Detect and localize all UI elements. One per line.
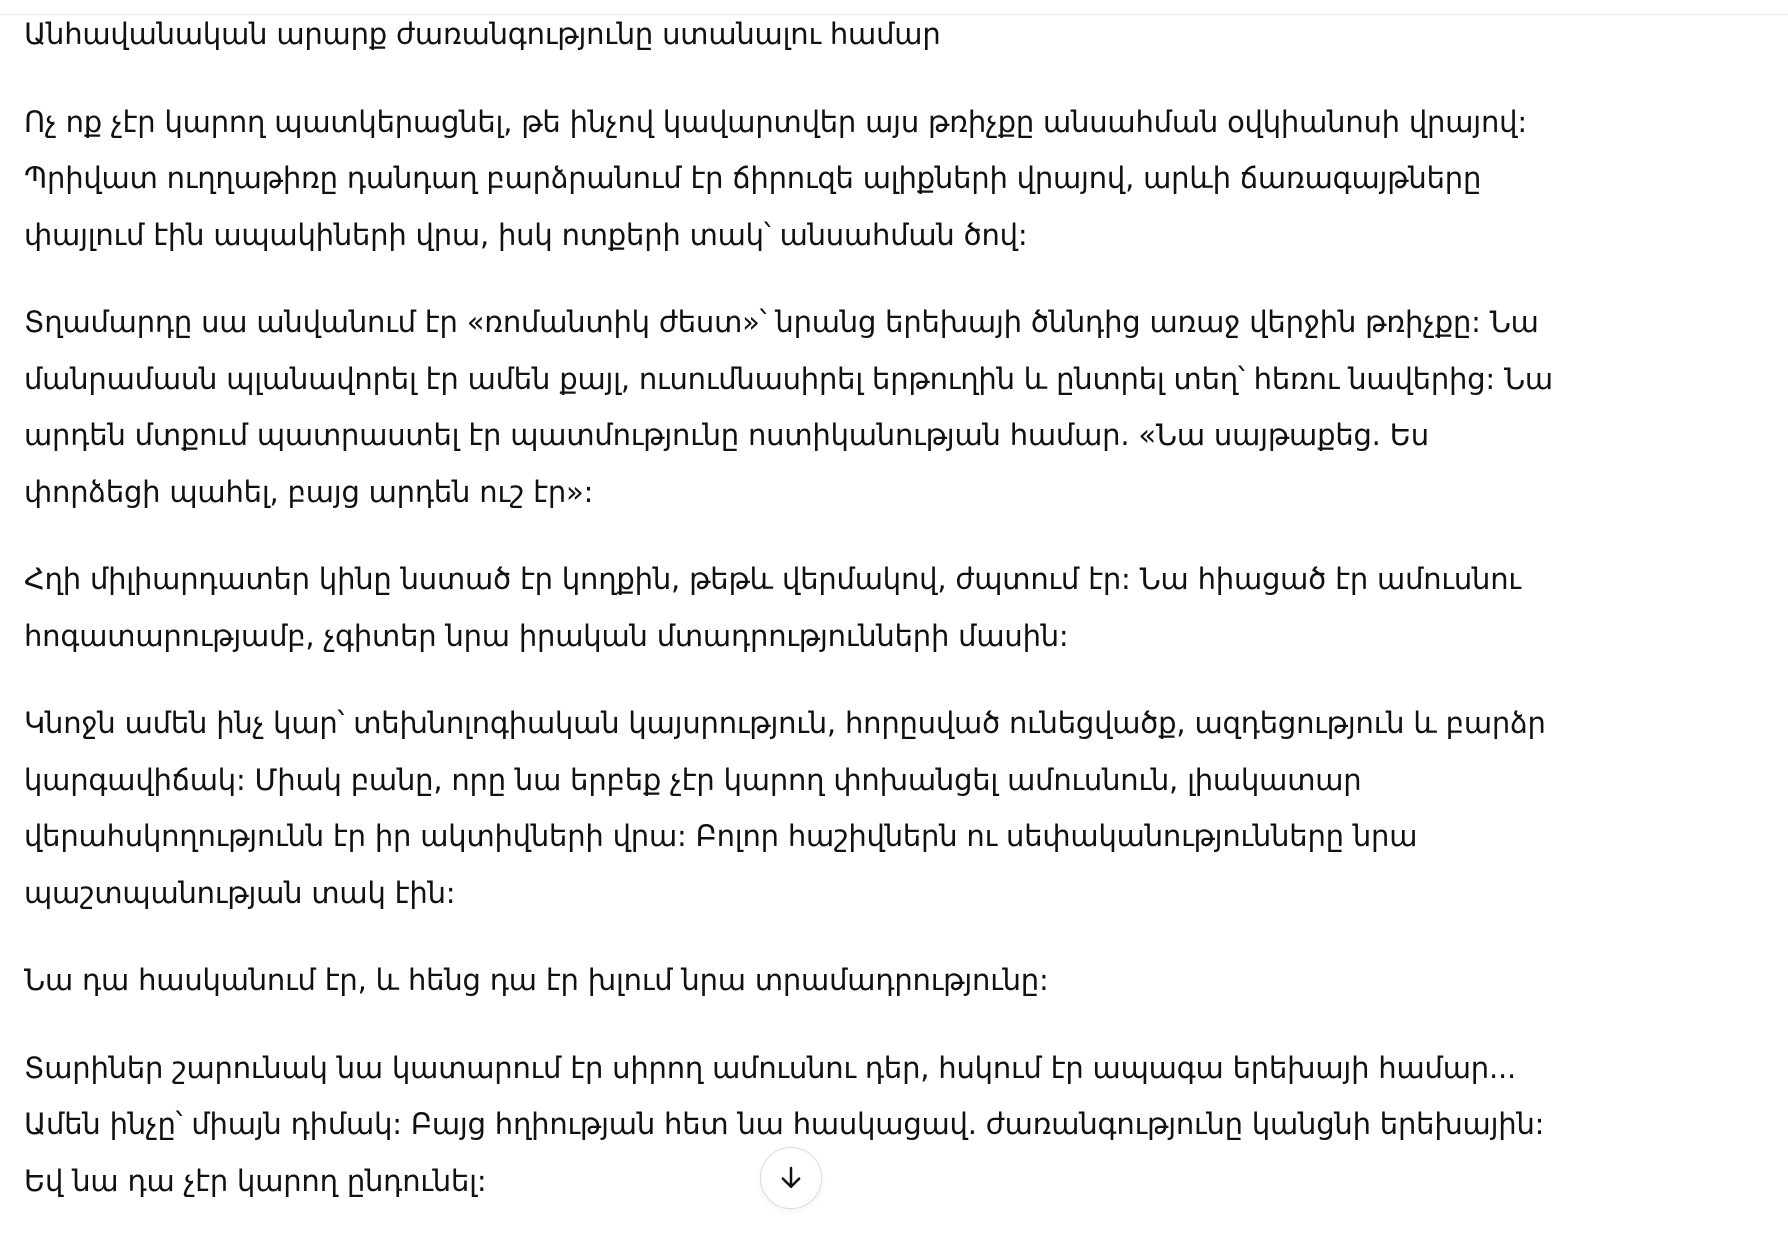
text-line: պաշտպանության տակ էին: — [24, 875, 456, 910]
text-line: Տարիներ շարունակ նա կատարում էր սիրող ամուսնու դեր, հսկում էր ապագա երեխայի համար... — [24, 1050, 1516, 1085]
text-line: փայլում էին ապակիների վրա, իսկ ոտքերի տակ՝ անսահման ծով: — [24, 217, 1028, 252]
paragraph-2 — [24, 94, 1564, 264]
text-line: կարգավիճակ: Միակ բանը, որը նա երբեք չէր կարող փոխանցել ամուսնուն, լիակատար — [24, 762, 1362, 797]
paragraph-3 — [24, 294, 1564, 520]
article-body — [24, 6, 1564, 1240]
text-line: Անհավանական արարք ժառանգությունը ստանալու համար — [24, 17, 941, 51]
text-line: Ամեն ինչը՝ միայն դիմակ: Բայց հղիության հետ նա հասկացավ. ժառանգությունը կանցնի երեխային: — [24, 1107, 1545, 1141]
text-line: Կնոջն ամեն ինչ կար՝ տեխնոլոգիական կայսրություն, հորըսված ունեցվածք, ազդեցություն և բարձր — [24, 706, 1546, 740]
text-line: Պրիվատ ուղղաթիռը դանդաղ բարձրանում էր ճիրուզե ալիքների վրայով, արևի ճառագայթները — [24, 161, 1482, 195]
text-line: մանրամասն պլանավորել էր ամեն քայլ, ուսումնասիրել երթուղին և ընտրել տեղ՝ հեռու նավերից: Նա — [24, 361, 1553, 396]
text-line: արդեն մտքում պատրաստել էր պատմությունը ոստիկանության համար. «Նա սայթաքեց. Ես — [24, 418, 1429, 452]
arrow-down-icon — [776, 1163, 806, 1193]
paragraph-6 — [24, 952, 1564, 1009]
text-line: վերահսկողությունն էր իր ակտիվների վրա: Բոլոր հաշիվներն ու սեփականությունները նրա — [24, 819, 1418, 853]
paragraph-1 — [24, 6, 1564, 63]
paragraph-5 — [24, 695, 1564, 921]
text-line: փորձեցի պահել, բայց արդեն ուշ էր»: — [24, 474, 594, 509]
paragraph-4 — [24, 551, 1564, 664]
text-line: Նա դա հասկանում էր, և հենց դա էր խլում նրա տրամադրությունը: — [24, 963, 1049, 997]
text-line: Տղամարդը սա անվանում էր «ռոմանտիկ ժեստ»՝ նրանց երեխայի ծննդից առաջ վերջին թռիչքը: Նա — [24, 305, 1539, 339]
scroll-to-bottom-button[interactable] — [760, 1147, 822, 1209]
text-line: Եվ նա դա չէր կարող ընդունել: — [24, 1163, 487, 1198]
text-line: հոգատարությամբ, չգիտեր նրա իրական մտադրությունների մասին: — [24, 618, 1069, 653]
text-line: Հղի միլիարդատեր կինը նստած էր կողքին, թեթև վերմակով, ժպտում էր: Նա հիացած էր ամուսնու — [24, 562, 1521, 596]
text-line: Ոչ ոք չէր կարող պատկերացնել, թե ինչով կավարտվեր այս թռիչքը անսահման օվկիանոսի վրայով: — [24, 104, 1527, 139]
